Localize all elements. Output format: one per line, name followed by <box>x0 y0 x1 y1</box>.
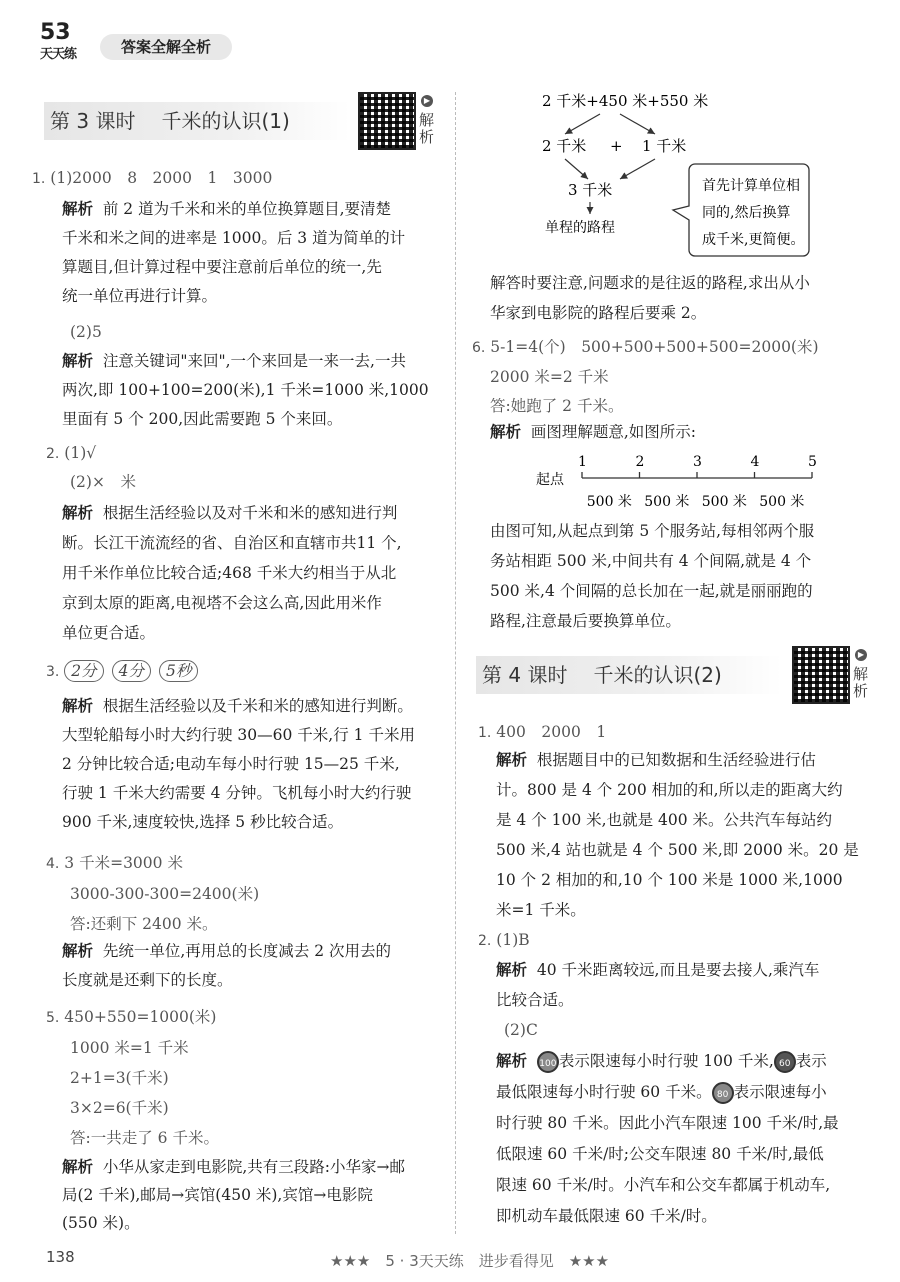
logo-subtitle: 天天练 <box>40 47 77 62</box>
q3-explanation: 解析 根据生活经验以及千米和米的感知进行判断。 大型轮船每小时大约行驶 30—60 千米,行 1 千米用 2 分钟比较合适;电动车每小时行驶 15—25 千米, 行驶 1 千米大约需要 4 分钟。飞机每小时大约行驶 900 千米,速度较快,选择 5 秒比较合适。 <box>62 697 415 831</box>
qr-code[interactable] <box>358 92 416 150</box>
svg-text:同的,然后换算: 同的,然后换算 <box>702 205 791 221</box>
min-speed-60-icon: 60 <box>774 1051 796 1073</box>
q4-explanation: 解析 先统一单位,再用总的长度减去 2 次用去的 长度就是还剩下的长度。 <box>62 942 392 989</box>
question-4: 4. 3 千米=3000 米 3000-300-300=2400(米) 答:还剩下 2400 米。 <box>46 854 260 933</box>
q6-explanation: 由图可知,从起点到第 5 个服务站,每相邻两个服 务站相距 500 米,中间共有 4 个间隔,就是 4 个 500 米,4 个间隔的总长加在一起,就是丽丽跑的 路程,注意最后要换算单位。 <box>490 522 815 630</box>
tick-label: 3 <box>693 454 702 470</box>
answer-circle: 2分 <box>64 660 103 682</box>
q1-explanation-2: 解析 注意关键词"来回",一个来回是一来一去,一共 两次,即 100+100=200(米),1 千米=1000 米,1000 里面有 5 个 200,因此需要跑 5 个来回。 <box>62 352 429 428</box>
segment-label: 500 米 <box>586 494 632 510</box>
lesson-number: 第 4 课时 <box>482 663 568 687</box>
column-divider <box>455 92 456 1234</box>
tree-top: 2 千米+450 米+550 米 <box>542 92 709 110</box>
lesson-title: 千米的认识(2) <box>593 663 722 687</box>
segment-label: 500 米 <box>644 494 690 510</box>
q1-answer-2: (2)5 <box>70 323 102 341</box>
r1-explanation: 解析 根据题目中的已知数据和生活经验进行估 计。800 是 4 个 200 相加的和,所以走的距离大约 是 4 个 100 米,也就是 400 米。公共汽车每站约 500 米,4 站也就是 4 个 500 米,即 2000 米。20 是 10 个 2 相加的和,10 个 100 米是 1000 米,1000 米=1 千米。 <box>496 751 859 919</box>
play-icon[interactable]: ▶ <box>421 95 433 107</box>
tree-note: 单程的路程 <box>545 220 615 236</box>
q2-explanation: 解析 根据生活经验以及对千米和米的感知进行判 断。长江干流流经的省、自治区和直辖市共11 个, 用千米作单位比较合适;468 千米大约相当于从北 京到太原的距离,电视塔不会这么高,因此用米作 单位更合适。 <box>62 504 402 642</box>
lesson-number: 第 3 课时 <box>50 109 136 133</box>
logo-number: 53 <box>40 20 71 45</box>
start-label: 起点 <box>536 472 564 488</box>
q6-explanation-intro: 解析 画图理解题意,如图所示: <box>490 423 697 441</box>
svg-text:成千米,更简便。: 成千米,更简便。 <box>702 232 805 248</box>
tick-label: 5 <box>808 454 817 470</box>
calculation-tree-diagram <box>470 84 870 270</box>
question-6: 6. 5-1=4(个) 500+500+500+500=2000(米) 2000 米=2 千米 答:她跑了 2 千米。 <box>472 338 819 415</box>
question-5: 5. 450+550=1000(米) 1000 米=1 千米 2+1=3(千米) 3×2=6(千米) 答:一共走了 6 千米。 <box>46 1008 219 1147</box>
play-icon[interactable]: ▶ <box>855 649 867 661</box>
speed-limit-100-icon: 100 <box>537 1051 559 1073</box>
lesson-title: 千米的认识(1) <box>161 109 290 133</box>
tree-explanation: 解答时要注意,问题求的是往返的路程,求出从小 华家到电影院的路程后要乘 2。 <box>490 274 810 322</box>
tick-label: 1 <box>578 454 587 470</box>
r2-answer-2: (2)C <box>504 1021 538 1039</box>
r2-explanation-1: 解析 40 千米距离较远,而且是要去接人,乘汽车 比较合适。 <box>496 961 820 1009</box>
lesson-4-title-bar <box>476 656 782 694</box>
tick-label: 4 <box>750 454 760 470</box>
qr-code[interactable] <box>792 646 850 704</box>
left-column <box>32 168 447 189</box>
qr-label: 解析 <box>853 665 869 700</box>
lesson-3-title-bar <box>44 102 350 140</box>
svg-text:首先计算单位相: 首先计算单位相 <box>702 178 800 194</box>
number-line-diagram <box>530 448 830 520</box>
answer-circle: 5秒 <box>159 660 198 682</box>
segment-label: 500 米 <box>701 494 747 510</box>
tree-plus: + <box>610 137 623 155</box>
q5-explanation: 解析 小华从家走到电影院,共有三段路:小华家→邮 局(2 千米),邮局→宾馆(450 米),宾馆→电影院 (550 米)。 <box>62 1158 406 1232</box>
answer-circle: 4分 <box>112 660 151 682</box>
question-2: 2. (1)√ <box>46 444 97 462</box>
tree-left: 2 千米 <box>542 137 587 155</box>
brand-logo <box>40 22 98 70</box>
q2-answer-2: (2)× 米 <box>70 473 136 491</box>
q1-explanation-1: 解析 前 2 道为千米和米的单位换算题目,要清楚 千米和米之间的进率是 1000。后 3 道为简单的计 算题目,但计算过程中要注意前后单位的统一,先 统一单位再进行计算。 <box>62 200 406 305</box>
r-question-1: 1. 400 2000 1 <box>478 723 607 741</box>
question-3: 3. 2分 4分 5秒 <box>46 660 206 682</box>
qr-label: 解析 <box>419 111 435 146</box>
r-question-2: 2. (1)B <box>478 931 530 949</box>
footer-slogan: ★★★ 5 · 3天天练 进步看得见 ★★★ <box>330 1252 610 1270</box>
question-1: 1. (1)2000 8 2000 1 3000 <box>32 169 273 187</box>
section-title: 答案全解全析 <box>100 34 232 60</box>
speed-limit-80-icon: 80 <box>712 1082 734 1104</box>
tick-label: 2 <box>635 454 645 470</box>
tree-right: 1 千米 <box>642 137 687 155</box>
page-number: 138 <box>46 1248 75 1266</box>
tree-bottom: 3 千米 <box>568 181 613 199</box>
r2-explanation-2: 解析 100 表示限速每小时行驶 100 千米, 60 表示 最低限速每小时行驶 60 千米。 80 表示限速每小 时行驶 80 千米。因此小汽车限速 100 千米/时,最 低限速 60 千米/时;公交车限速 80 千米/时,最低 限速 60 千米/时。小汽车和公交车都属于机动车, 即机动车最低限速 60 千米/时。 <box>496 1052 839 1225</box>
answer: (1)2000 8 2000 1 3000 <box>50 169 273 187</box>
segment-label: 500 米 <box>759 494 805 510</box>
